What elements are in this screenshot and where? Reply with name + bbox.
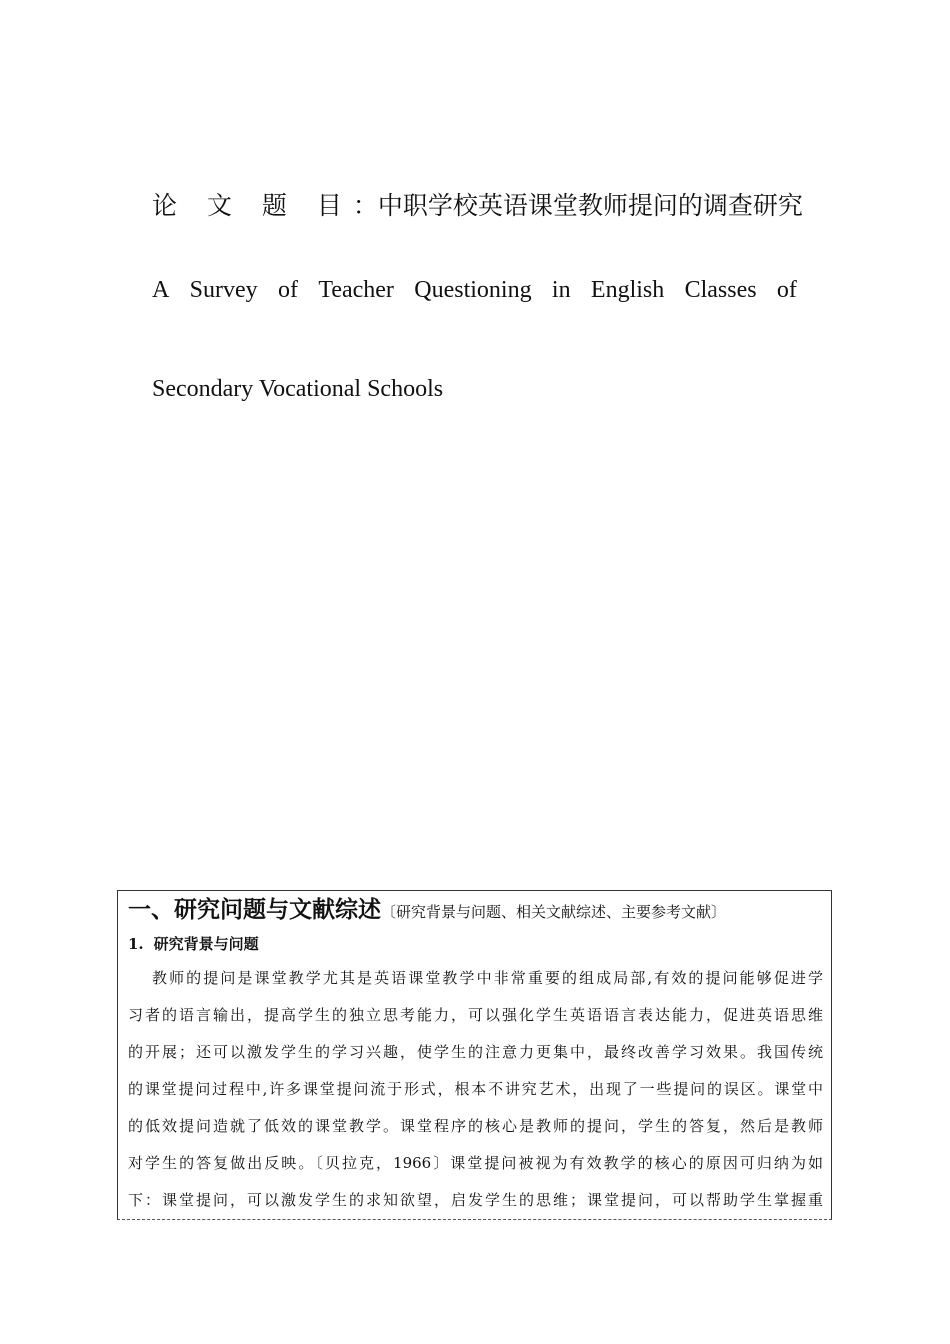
title-en-word: Classes [684, 277, 757, 303]
subsection-title: 研究背景与问题 [153, 935, 259, 953]
title-en-word: of [776, 277, 797, 303]
section-heading [128, 894, 726, 926]
title-en-word: Survey [189, 277, 258, 303]
paragraph-line: 的低效提问造就了低效的课堂教学。课堂程序的核心是教师的提问，学生的答复，然后是教师 [128, 1117, 823, 1135]
thesis-title-text-cn: 中职学校英语课堂教师提问的调查研究 [377, 191, 803, 220]
paragraph-line: 教师的提问是课堂教学尤其是英语课堂教学中非常重要的组成局部,有效的提问能够促进学 [152, 969, 823, 987]
title-en-word: Teacher [318, 277, 394, 303]
subsection-number: 1. [128, 935, 144, 953]
paragraph-line: 的课堂提问过程中,许多课堂提问流于形式，根本不讲究艺术，出现了一些提问的误区。课堂中 [128, 1080, 823, 1098]
thesis-title-en-line1 [152, 273, 797, 307]
thesis-title-en-line2: Secondary Vocational Schools [152, 376, 444, 402]
thesis-title-label: 论 文 题 目 [152, 191, 353, 220]
thesis-title-separator: ： [352, 191, 378, 220]
title-en-word: of [278, 277, 298, 303]
title-en-word: Questioning [414, 277, 532, 303]
title-en-word: English [590, 277, 665, 303]
section-heading-note: 〔研究背景与问题、相关文献综述、主要参考文献〕 [381, 903, 727, 921]
paragraph-line: 下：课堂提问，可以激发学生的求知欲望，启发学生的思维；课堂提问，可以帮助学生掌握重 [128, 1191, 823, 1209]
thesis-title-cn [152, 188, 803, 224]
title-en-word: in [551, 277, 571, 303]
literature-review-section [117, 890, 832, 1220]
paragraph-line: 习者的语言输出，提高学生的独立思考能力，可以强化学生英语语言表达能力，促进英语思维 [128, 1006, 823, 1024]
paragraph-line: 的开展；还可以激发学生的学习兴趣，使学生的注意力更集中，最终改善学习效果。我国传统 [128, 1043, 823, 1061]
paragraph-line: 对学生的答复做出反映。〔贝拉克，1966〕课堂提问被视为有效教学的核心的原因可归纳为如 [128, 1154, 823, 1172]
title-en-word: A [152, 277, 170, 303]
section-heading-title: 一、研究问题与文献综述 [128, 896, 381, 923]
subsection-heading [128, 932, 259, 956]
